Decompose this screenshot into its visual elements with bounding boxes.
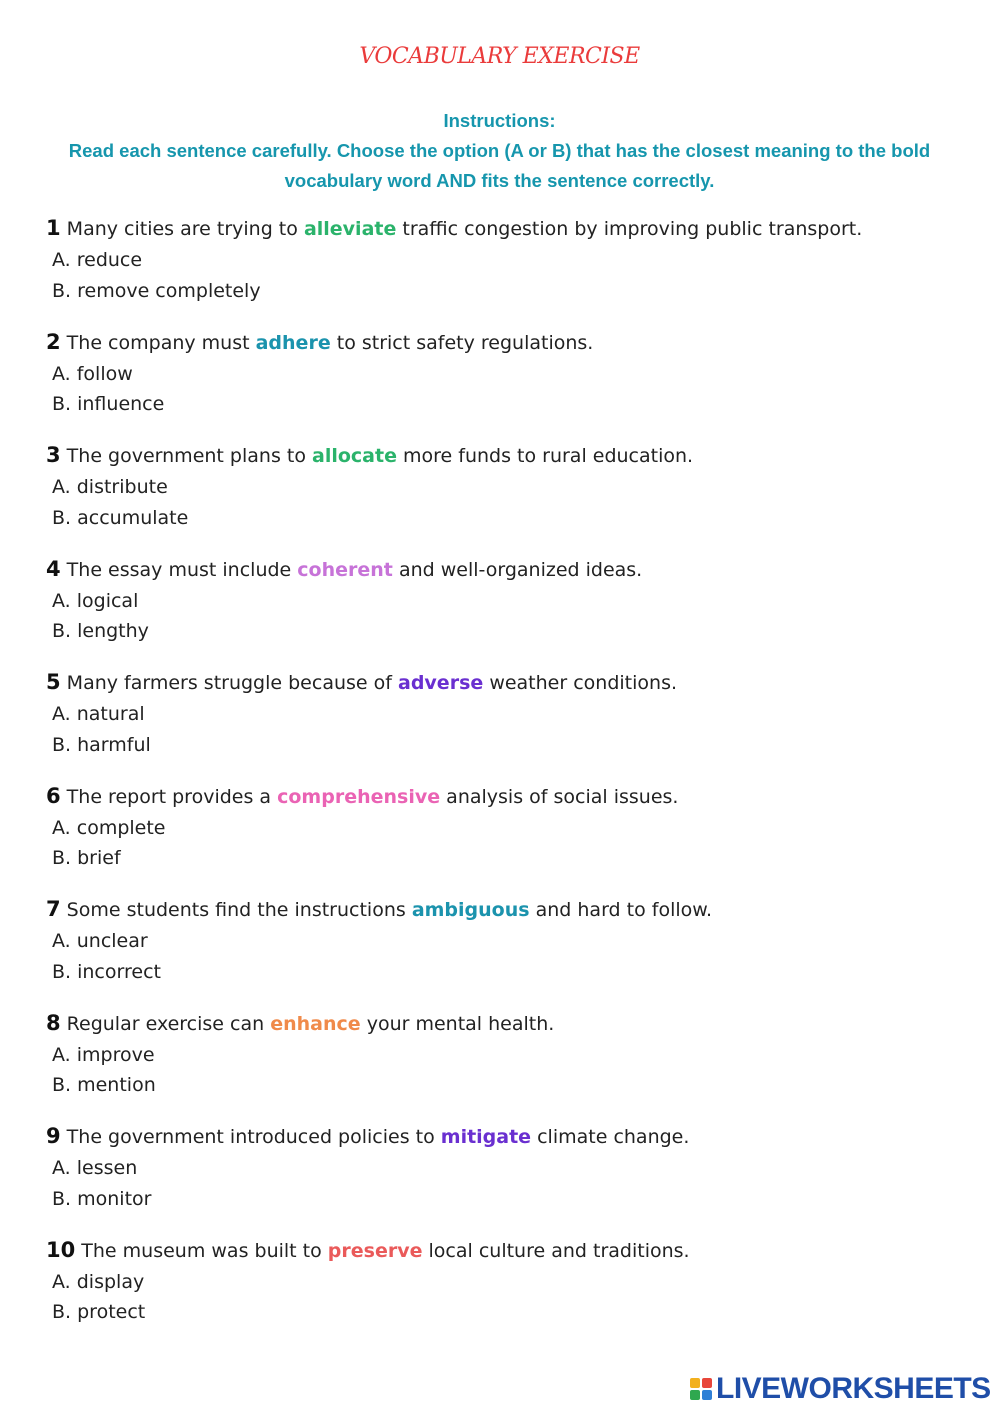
option-a[interactable]: A. unclear — [52, 930, 148, 952]
logo-text: LIVEWORKSHEETS — [716, 1372, 991, 1405]
question-sentence — [46, 326, 966, 359]
logo-block — [702, 1378, 712, 1388]
question-number: 10 — [46, 1237, 76, 1262]
option-b[interactable]: B. influence — [52, 393, 165, 415]
vocabulary-word: ambiguous — [411, 899, 530, 921]
question-number: 9 — [46, 1124, 61, 1148]
sentence-after: and hard to follow. — [535, 899, 713, 921]
question-number: 1 — [46, 216, 61, 240]
sentence-after: climate change. — [537, 1126, 690, 1148]
option-b[interactable]: B. mention — [52, 1074, 156, 1096]
logo-block — [690, 1378, 700, 1388]
sentence-before: Regular exercise can — [66, 1012, 265, 1035]
question-number: 5 — [46, 670, 61, 694]
question-item — [46, 439, 966, 553]
option-a[interactable]: A. distribute — [52, 476, 168, 498]
question-number: 6 — [46, 783, 61, 808]
option-a[interactable]: A. lessen — [52, 1157, 138, 1179]
sentence-after: weather conditions. — [489, 672, 678, 694]
question-list — [46, 212, 966, 1347]
option-b[interactable]: B. incorrect — [52, 960, 161, 983]
liveworksheets-logo[interactable] — [690, 1372, 991, 1406]
option-b[interactable]: B. remove completely — [52, 279, 261, 302]
sentence-before: Many cities are trying to — [66, 218, 298, 240]
question-number: 8 — [46, 1010, 61, 1035]
question-item — [46, 893, 966, 1007]
option-b[interactable]: B. brief — [52, 847, 121, 869]
question-item — [46, 1120, 966, 1234]
question-item — [46, 553, 966, 667]
instructions-text: Read each sentence carefully. Choose the option (A or B) that has the closest meaning to the bold vocabulary word AND fits the sentence correctly. — [68, 140, 931, 191]
sentence-before: The company must — [66, 331, 250, 354]
option-a[interactable]: A. follow — [52, 362, 133, 385]
page-title: VOCABULARY EXERCISE — [359, 44, 640, 69]
sentence-before: Some students find the instructions — [66, 899, 406, 921]
vocabulary-word: mitigate — [440, 1126, 532, 1148]
option-a[interactable]: A. display — [52, 1270, 145, 1293]
vocabulary-word: alleviate — [303, 218, 397, 240]
vocabulary-word: adhere — [255, 331, 331, 354]
option-b[interactable]: B. accumulate — [52, 506, 189, 529]
logo-block — [702, 1390, 712, 1400]
sentence-after: more funds to rural education. — [403, 445, 694, 467]
vocabulary-word: enhance — [270, 1012, 361, 1035]
sentence-after: and well-organized ideas. — [398, 558, 643, 581]
sentence-before: The government introduced policies to — [66, 1126, 435, 1148]
sentence-before: The essay must include — [66, 558, 292, 581]
sentence-before: The government plans to — [66, 445, 306, 467]
option-a[interactable]: A. complete — [52, 816, 166, 839]
sentence-after: local culture and traditions. — [428, 1239, 690, 1262]
instructions — [40, 106, 959, 196]
question-item — [46, 326, 966, 440]
question-number: 7 — [46, 897, 61, 921]
sentence-after: traffic congestion by improving public transport. — [402, 218, 863, 240]
vocabulary-word: adverse — [398, 672, 484, 694]
question-sentence — [46, 666, 966, 699]
option-b[interactable]: B. protect — [52, 1301, 146, 1323]
question-sentence — [46, 1234, 966, 1267]
instructions-heading: Instructions: — [443, 110, 556, 131]
option-a[interactable]: A. logical — [52, 589, 139, 612]
sentence-before: Many farmers struggle because of — [66, 672, 392, 694]
option-b[interactable]: B. monitor — [52, 1187, 152, 1210]
question-sentence — [46, 439, 966, 472]
vocabulary-word: comprehensive — [277, 785, 441, 808]
question-sentence — [46, 1007, 966, 1040]
logo-block — [690, 1390, 700, 1400]
liveworksheets-logo-icon — [690, 1378, 712, 1400]
vocabulary-word: preserve — [327, 1239, 423, 1262]
question-item — [46, 780, 966, 894]
question-number: 4 — [46, 556, 61, 581]
question-item — [46, 1007, 966, 1121]
vocabulary-word: coherent — [297, 558, 393, 581]
question-sentence — [46, 212, 966, 245]
option-a[interactable]: A. improve — [52, 1043, 155, 1066]
question-sentence — [46, 553, 966, 586]
sentence-before: The report provides a — [66, 785, 272, 808]
question-number: 3 — [46, 443, 61, 467]
question-sentence — [46, 893, 966, 926]
question-sentence — [46, 1120, 966, 1153]
sentence-before: The museum was built to — [81, 1239, 322, 1262]
option-b[interactable]: B. lengthy — [52, 620, 149, 642]
question-sentence — [46, 780, 966, 813]
sentence-after: to strict safety regulations. — [336, 331, 594, 354]
option-a[interactable]: A. reduce — [52, 249, 143, 271]
option-a[interactable]: A. natural — [52, 703, 145, 725]
question-item — [46, 212, 966, 326]
question-number: 2 — [46, 329, 61, 354]
sentence-after: analysis of social issues. — [446, 785, 679, 808]
sentence-after: your mental health. — [366, 1012, 555, 1035]
question-item — [46, 1234, 966, 1348]
option-b[interactable]: B. harmful — [52, 733, 151, 756]
vocabulary-word: allocate — [312, 445, 397, 467]
question-item — [46, 666, 966, 780]
